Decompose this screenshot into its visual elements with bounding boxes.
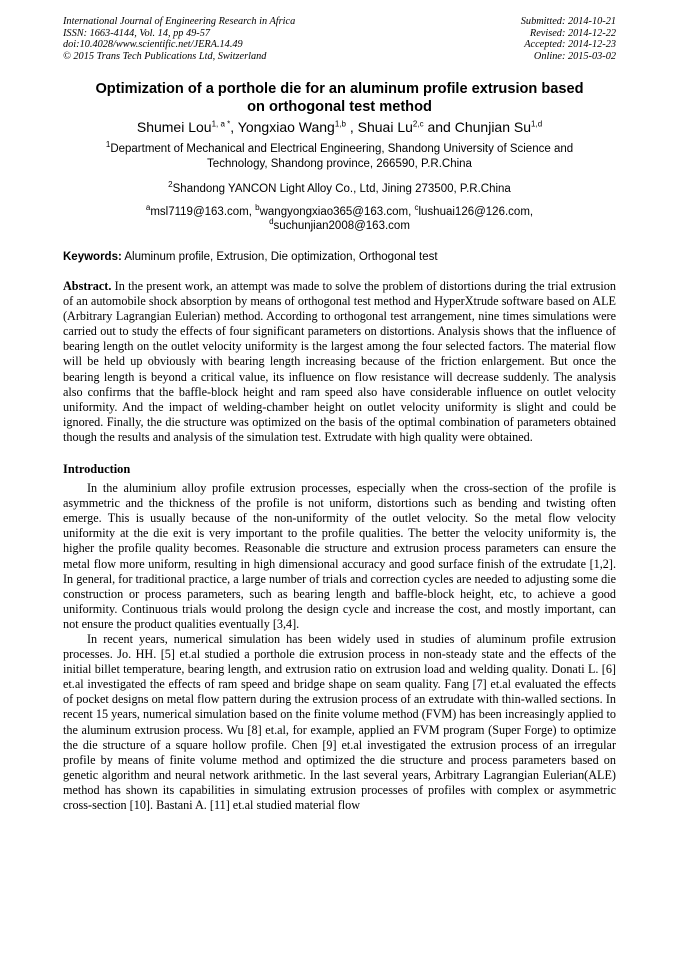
revised-date: Revised: 2014-12-22 [529, 27, 616, 39]
author-separator: and [423, 119, 455, 135]
paragraph: In the aluminium alloy profile extrusion processes, especially when the cross-section of the profile is asymmetric and the thickness of the profile is not uniform, distortions such as bending and twisting often emerge. This is usually because of the non-uniformity of the outlet velocity. So the metal flow velocity uniformity at the die exit is very important to the profile qualities. The better the velocity uniformity is, the higher the profile quality becomes. Reasonable die structure and extrusion process parameters can ensure the metal flow more uniform, resulting in high dimensional accuracy and good surface finish of the extrudate [1,2]. In general, for traditional practice, a large number of trials and correction cycles are needed to adjusting some die construction or process parameters, such as bearing length and baffle-block height, etc, to achieve a good uniformity. Continuous trials would prolong the design cycle and increase the cost, and mostly important, can not ensure the product qualities eventually [3,4]. [63, 481, 616, 631]
doi: doi:10.4028/www.scientific.net/JERA.14.49 [63, 39, 243, 50]
affiliation-mark: 1 [105, 140, 111, 150]
abstract [63, 279, 616, 445]
author-separator: , [345, 119, 358, 135]
abstract-label: Abstract. [63, 279, 112, 293]
section-heading-introduction: Introduction [63, 462, 131, 477]
title-line-2: on orthogonal test method [247, 99, 432, 115]
author-name: Shumei Lou [136, 119, 212, 135]
email-mark: c [414, 203, 419, 213]
paragraph: In recent years, numerical simulation has been widely used in studies of aluminum profile extrusion processes. Jo. HH. [5] et.al studied a porthole die extrusion process in non-steady state and the effects of the initial billet temperature, bearing length, and extrusion ratio on extrusion load and welding quality. Donati L. [6] et.al investigated the effects of ram speed and bridge shape on seam quality. Fang [7] et.al evaluated the effects of pocket designs on metal flow pattern during the extrusion process of an extrudate with thin-walled sections. In recent 15 years, numerical simulation based on the finite volume method (FVM) has been increasingly applied to the aluminum extrusion process. Wu [8] et.al, for example, applied an FVM program (Super Forge) to optimize the die structure of a square hollow profile. Chen [9] et.al investigated the extrusion process of an irregular profile by means of finite volume method and optimized the die structure and process parameters based on genetic algorithm and neural network arithmetic. In the last several years, Arbitrary Lagrangian Eulerian(ALE) method has shown its capabilities in simulating extrusion processes of profiles with complex or asymmetric cross-section [10]. Bastani A. [11] et.al studied material flow [63, 631, 616, 812]
submitted-date: Submitted: 2014-10-21 [520, 16, 616, 27]
email-mark: b [255, 203, 260, 213]
author-mark: 1,b [334, 119, 346, 129]
author-emails [63, 205, 616, 233]
paper-page [63, 16, 616, 813]
introduction-body [63, 481, 616, 813]
email-mark: a [145, 203, 151, 213]
author-mark: 1, a * [211, 119, 231, 129]
paper-title [63, 80, 616, 116]
running-header [63, 16, 616, 62]
header-left [63, 16, 295, 62]
author-list [63, 118, 616, 136]
title-line-1: Optimization of a porthole die for an aluminum profile extrusion based [95, 81, 584, 97]
journal-name: International Journal of Engineering Research in Africa [63, 16, 296, 27]
affiliation-line: Shandong YANCON Light Alloy Co., Ltd, Jining 273500, P.R.China [172, 183, 511, 195]
author-name: Chunjian Su [454, 119, 532, 135]
keywords-label: Keywords: [63, 251, 122, 263]
email: msl7119@163.com, [150, 206, 256, 218]
affiliation-mark: 2 [168, 180, 173, 190]
email: suchunjian2008@163.com [273, 220, 410, 232]
affiliation-1 [63, 142, 616, 172]
keywords-text: Aluminum profile, Extrusion, Die optimization, Orthogonal test [121, 251, 438, 263]
email-mark: d [269, 217, 274, 227]
author-separator: , [230, 119, 238, 135]
author-name: Shuai Lu [357, 119, 413, 135]
email: lushuai126@126.com, [418, 206, 534, 218]
accepted-date: Accepted: 2014-12-23 [524, 39, 616, 50]
issn: ISSN: 1663-4144, Vol. 14, pp 49-57 [63, 27, 211, 39]
online-date: Online: 2015-03-02 [533, 50, 616, 62]
author-name: Yongxiao Wang [237, 119, 335, 135]
email: wangyongxiao365@163.com, [259, 206, 415, 218]
affiliation-line: Technology, Shandong province, 266590, P.R.China [207, 158, 472, 170]
affiliation-line: Department of Mechanical and Electrical Engineering, Shandong University of Science and [110, 143, 574, 155]
affiliation-2 [63, 182, 616, 197]
copyright: © 2015 Trans Tech Publications Ltd, Switzerland [63, 50, 267, 62]
keywords [63, 250, 616, 264]
author-mark: 1,d [531, 119, 543, 129]
abstract-text: In the present work, an attempt was made to solve the problem of distortions during the trial extrusion of an automobile shock absorption by means of orthogonal test method and HyperXtrude software based on ALE (Arbitrary Lagrangian Eulerian) method. According to orthogonal test arrangement, nine times simulations were carried out to study the effects of four significant parameters on distortions. Analysis shows that the influence of bearing length on the outlet velocity uniformity is the largest among the four selected factors. The material flow will be held up obviously with bearing length increasing because of the friction enlargement. But once the bearing length is beyond a critical value, its influence on flow resistance will decrease suddenly. The analysis also confirms that the baffle-block height and ram speed also have considerable influence on outlet velocity uniformity. And the impact of welding-chamber height on outlet velocity uniformity is slight and could be ignored. Finally, the die structure was optimized on the basis of the optimal combination of parameters obtained though the results and analysis of the simulation test. Extrudate with high quality were obtained. [63, 279, 616, 444]
header-right [521, 16, 616, 62]
author-mark: 2,c [412, 119, 424, 129]
